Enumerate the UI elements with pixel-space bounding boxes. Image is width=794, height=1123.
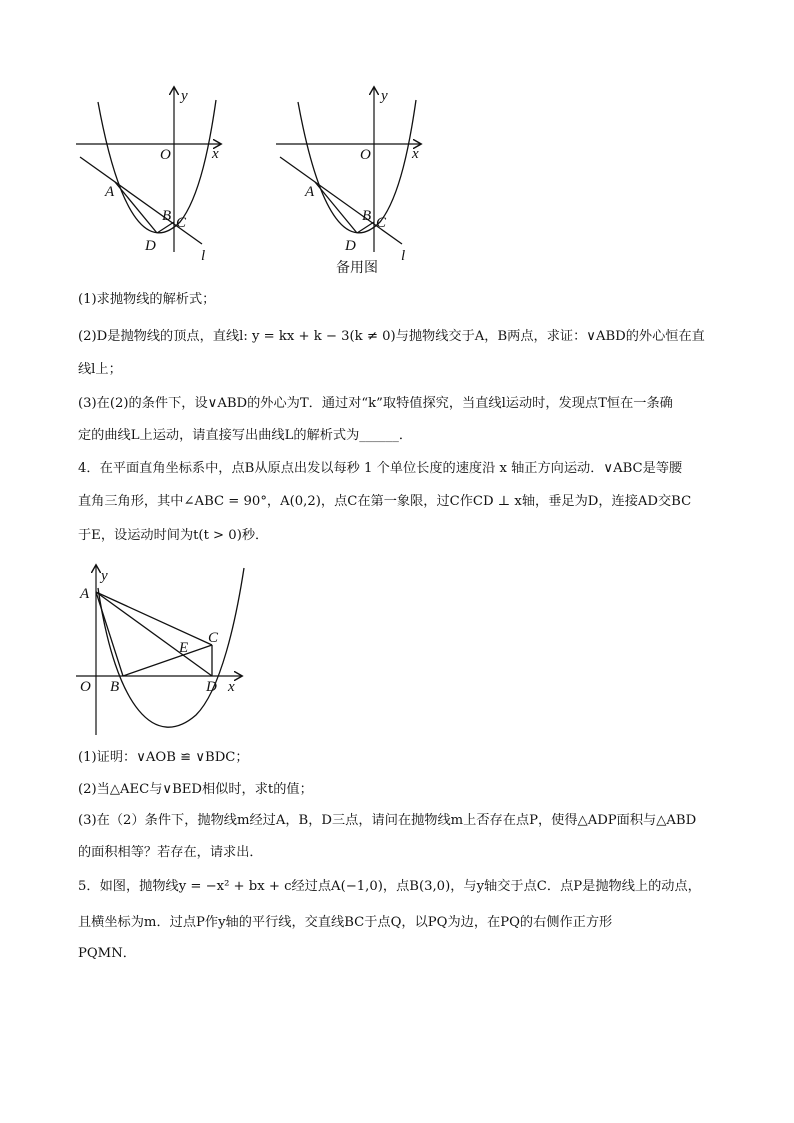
segment-bc: [123, 645, 212, 676]
label-e: E: [179, 640, 189, 656]
q3-part3-line2: 定的曲线L上运动，请直接写出曲线L的解析式为______．: [78, 428, 413, 443]
label-o: O: [160, 147, 171, 163]
figure-caption: 备用图: [336, 260, 378, 276]
parabola-curve: [98, 100, 216, 233]
q3-part2-line2: 线l上；: [78, 362, 122, 377]
figure-parabola-1: [70, 82, 250, 262]
segment-ab: [96, 592, 123, 676]
label-y: y: [101, 568, 108, 584]
label-x: x: [412, 146, 419, 162]
label-y: y: [181, 88, 188, 104]
label-c: C: [176, 215, 187, 231]
segment-ad: [96, 592, 212, 676]
q4-part1: (1)证明：∨AOB ≌ ∨BDC；: [78, 750, 249, 765]
label-c: C: [208, 630, 219, 646]
label-a: A: [105, 184, 115, 200]
label-o: O: [80, 679, 91, 695]
q3-part2-line1: (2)D是抛物线的顶点，直线l: y = kx + k − 3(k ≠ 0)与抛物线交于A，B两点，求证：∨ABD的外心恒在直: [78, 329, 705, 344]
segment-ac: [96, 592, 212, 645]
q4-line3: 于E，设运动时间为t(t > 0)秒．: [78, 528, 269, 543]
label-b: B: [110, 679, 120, 695]
q4-line1: 4．在平面直角坐标系中，点B从原点出发以每秒 1 个单位长度的速度沿 x 轴正方向运动．∨ABC是等腰: [78, 461, 683, 476]
q5-line2: 且横坐标为m．过点P作y轴的平行线，交直线BC于点Q，以PQ为边，在PQ的右侧作正方形: [78, 915, 613, 930]
q4-line2: 直角三角形，其中∠ABC = 90°，A(0,2)，点C在第一象限，过C作CD ⊥ x轴，垂足为D，连接AD交BC: [78, 494, 692, 509]
label-b: B: [362, 208, 372, 224]
label-d: D: [345, 238, 356, 254]
q5-line3: PQMN．: [78, 946, 136, 961]
parabola-m: [98, 568, 244, 727]
q4-part3-line1: (3)在（2）条件下，抛物线m经过A，B，D三点，请问在抛物线m上否存在点P，使得△ADP面积与△ABD: [78, 813, 697, 828]
label-x: x: [212, 146, 219, 162]
label-d: D: [206, 679, 217, 695]
label-b: B: [162, 208, 172, 224]
label-l: l: [401, 248, 406, 264]
label-c: C: [376, 215, 387, 231]
label-a: A: [305, 184, 315, 200]
q3-part3-line1: (3)在(2)的条件下，设∨ABD的外心为T．通过对“k”取特值探究，当直线l运动时，发现点T恒在一条确: [78, 396, 673, 411]
parabola-curve: [298, 100, 416, 233]
figure-triangle-parabola: [76, 560, 256, 740]
label-x: x: [228, 679, 235, 695]
q5-line1: 5．如图，抛物线y = −x² + bx + c经过点A(−1,0)，点B(3,0)，与y轴交于点C．点P是抛物线上的动点，: [78, 879, 701, 894]
q3-part1: (1)求抛物线的解析式；: [78, 292, 216, 307]
q4-part3-line2: 的面积相等？若存在，请求出．: [78, 845, 263, 860]
label-d: D: [145, 238, 156, 254]
figure-parabola-2: [270, 82, 450, 282]
label-o: O: [360, 147, 371, 163]
label-y: y: [381, 88, 388, 104]
label-l: l: [201, 248, 206, 264]
q4-part2: (2)当△AEC与∨BED相似时，求t的值；: [78, 782, 313, 797]
label-a: A: [80, 586, 90, 602]
